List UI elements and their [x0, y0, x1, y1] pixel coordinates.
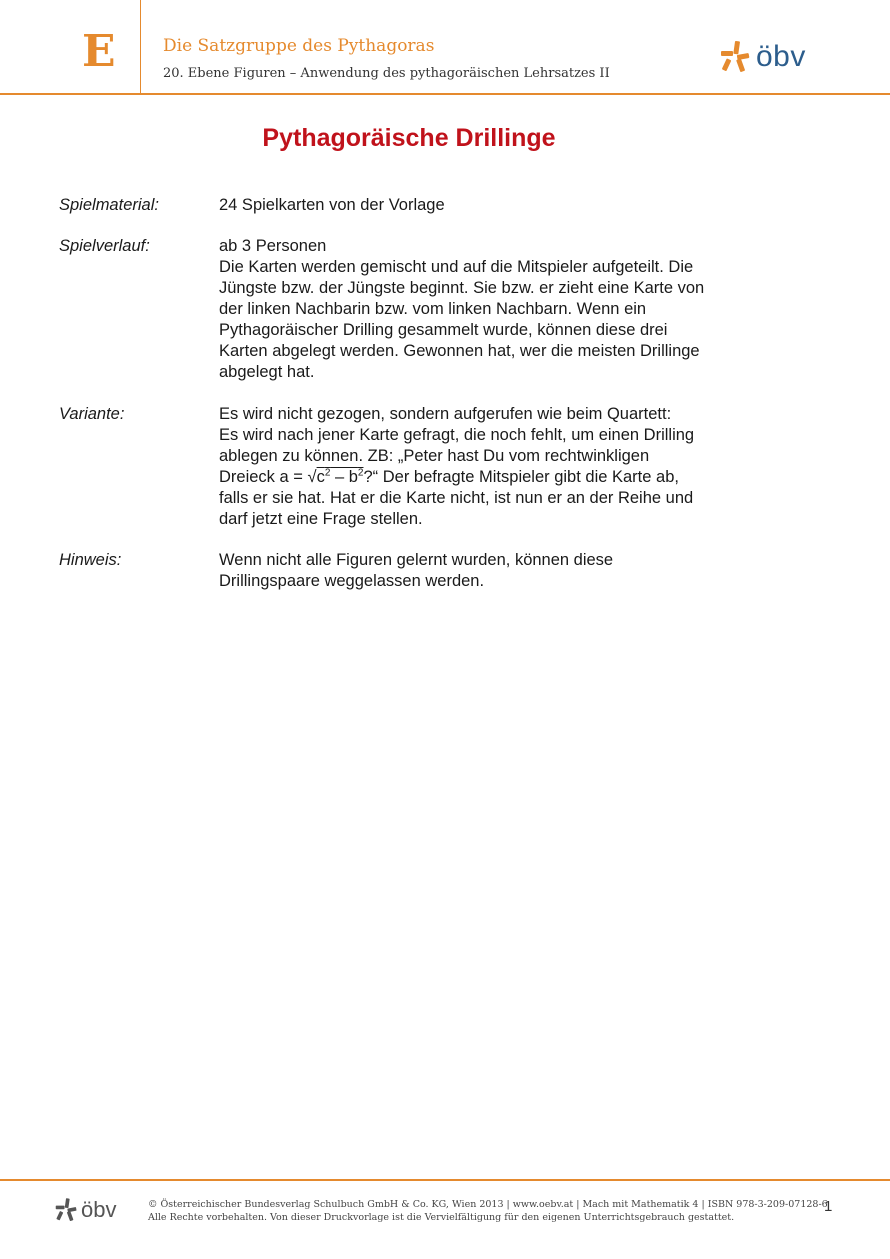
section-label: Variante: [59, 405, 125, 423]
header-divider-vertical [140, 0, 141, 94]
formula-suffix: ?“ Der befragte Mitspieler gibt die Karte ab, [363, 468, 679, 486]
footer-line-1: © Österreichischer Bundesverlag Schulbuch GmbH & Co. KG, Wien 2013 | www.oebv.at | Mach mit Mathematik 4 | ISBN 978-3-209-07128-6 [148, 1199, 828, 1210]
section-label: Hinweis: [59, 551, 122, 569]
body-line: darf jetzt eine Frage stellen. [219, 510, 423, 528]
chapter-title: Die Satzgruppe des Pythagoras [163, 36, 435, 56]
page-title: Pythagoräische Drillinge [262, 124, 556, 152]
star-logo-icon [720, 41, 750, 73]
section-body [219, 404, 764, 530]
header-divider-horizontal [0, 93, 890, 95]
section-label: Spielmaterial: [59, 196, 159, 214]
formula-prefix: Dreieck a = √ [219, 468, 317, 486]
sqrt-radicand: $c^2 - b^2$ [316, 467, 364, 486]
publisher-logo [720, 41, 806, 73]
body-line: der linken Nachbarin bzw. vom linken Nachbarn. Wenn ein [219, 300, 647, 318]
body-line: Pythagoräischer Drilling gesammelt wurde, können diese drei [219, 321, 668, 339]
section-body [219, 236, 764, 383]
body-line: falls er sie hat. Hat er die Karte nicht, ist nun er an der Reihe und [219, 489, 694, 507]
body-line: Drillingspaare weggelassen werden. [219, 572, 485, 590]
body-line: Jüngste bzw. der Jüngste beginnt. Sie bzw. er zieht eine Karte von [219, 279, 705, 297]
body-line: Wenn nicht alle Figuren gelernt wurden, können diese [219, 551, 614, 569]
body-line: abgelegt hat. [219, 363, 315, 381]
body-line: Es wird nicht gezogen, sondern aufgerufen wie beim Quartett: [219, 405, 672, 423]
body-line: Es wird nach jener Karte gefragt, die noch fehlt, um einen Drilling [219, 426, 695, 444]
section-body [219, 550, 764, 592]
footer-copyright [148, 1198, 828, 1224]
footer-line-2: Alle Rechte vorbehalten. Von dieser Druckvorlage ist die Vervielfältigung für den eigenen Unterrichtsgebrauch gestattet. [148, 1212, 735, 1223]
chapter-subtitle: 20. Ebene Figuren – Anwendung des pythagoräischen Lehrsatzes II [163, 66, 610, 81]
formula-line [219, 467, 764, 488]
star-logo-icon [55, 1198, 77, 1222]
chapter-letter: E [82, 26, 116, 77]
section-body [219, 195, 764, 216]
page-number: 1 [824, 1198, 833, 1215]
footer-logo [55, 1198, 116, 1222]
body-line: Die Karten werden gemischt und auf die Mitspieler aufgeteilt. Die [219, 258, 694, 276]
body-line: 24 Spielkarten von der Vorlage [219, 196, 445, 214]
body-line: ab 3 Personen [219, 237, 327, 255]
section-label: Spielverlauf: [59, 237, 150, 255]
body-line: Karten abgelegt werden. Gewonnen hat, wer die meisten Drillinge [219, 342, 700, 360]
body-line: ablegen zu können. ZB: „Peter hast Du vom rechtwinkligen [219, 447, 650, 465]
publisher-logo-text: öbv [756, 40, 806, 73]
footer-divider [0, 1179, 890, 1181]
footer-logo-text: öbv [81, 1197, 117, 1222]
